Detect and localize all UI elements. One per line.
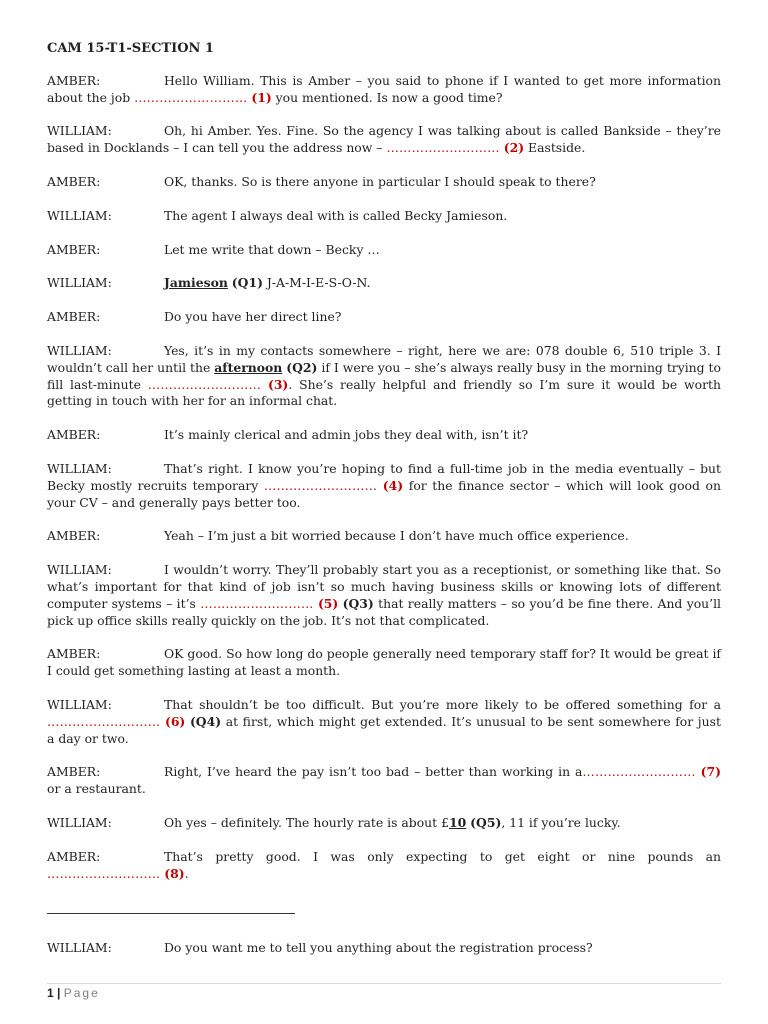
speaker-label: WILLIAM:	[47, 123, 112, 139]
document-title: CAM 15-T1-SECTION 1	[47, 41, 214, 56]
dialogue-turn	[47, 275, 721, 292]
highlighted-answer: afternoon	[214, 359, 283, 375]
dialogue-text: That’s pretty good. I was only expecting to get eight or nine pounds an	[164, 848, 721, 864]
question-number: (5)	[317, 595, 339, 611]
answer-blank: ………………………	[47, 713, 161, 729]
question-number: (2)	[503, 140, 525, 156]
question-number: (8)	[164, 865, 185, 881]
answer-blank: ………………………	[134, 89, 248, 105]
section-separator	[47, 899, 295, 914]
question-number: (6)	[164, 713, 186, 729]
speaker-label: AMBER:	[47, 646, 101, 662]
dialogue-text: Do you have her direct line?	[164, 309, 342, 325]
document-page	[47, 41, 721, 974]
speaker-label: WILLIAM:	[47, 562, 112, 578]
dialogue-text: Do you want me to tell you anything about the registration process?	[164, 940, 593, 956]
question-label: (Q4)	[189, 713, 222, 729]
dialogue-turn	[47, 242, 721, 259]
page-footer	[47, 983, 721, 1002]
dialogue-text: that really matters – so you’d be fine there. And you’ll pick up office skills really quickly on the job. It’s not that complicated.	[47, 595, 722, 628]
dialogue-text: you mentioned. Is now a good time?	[271, 89, 503, 105]
dialogue-text: . She’s really helpful and friendly so I’m sure it would be worth getting in touch with her for an informal chat.	[47, 376, 721, 409]
footer-divider: |	[53, 986, 64, 1000]
dialogue-text: , 11 if you’re lucky.	[501, 814, 621, 830]
speaker-label: WILLIAM:	[47, 460, 112, 476]
dialogue-text: OK good. So how long do people generally need temporary staff for? It would be great if I could get something lasting at least a month.	[47, 646, 721, 679]
dialogue-text: Right, I’ve heard the pay isn’t too bad – better than working in a	[164, 764, 583, 780]
dialogue-text: It’s mainly clerical and admin jobs they deal with, isn’t it?	[164, 427, 529, 443]
dialogue-turn	[47, 528, 721, 545]
dialogue-text: if I were you – she’s always really busy in the morning trying to fill last-minute	[47, 359, 721, 392]
dialogue-text: That shouldn’t be too difficult. But you’re more likely to be offered something for a	[164, 696, 721, 712]
answer-blank: ………………………	[263, 477, 378, 493]
dialogue-turn	[47, 208, 721, 225]
dialogue-turn	[47, 343, 721, 410]
answer-blank: ………………………	[582, 764, 696, 780]
speaker-label: AMBER:	[47, 309, 101, 325]
dialogue-text: Hello William. This is Amber – you said to phone if I wanted to get more information about the job	[47, 72, 721, 105]
question-label: (Q1)	[231, 275, 263, 291]
speaker-label: AMBER:	[47, 528, 101, 544]
speaker-label: WILLIAM:	[47, 814, 112, 830]
answer-blank: ………………………	[147, 376, 262, 392]
dialogue-text: The agent I always deal with is called Becky Jamieson.	[164, 207, 508, 223]
dialogue-turn	[47, 764, 721, 798]
speaker-label: AMBER:	[47, 72, 101, 88]
dialogue-text: That’s right. I know you’re hoping to find a full-time job in the media eventually – but Becky mostly recruits temporary	[47, 460, 721, 493]
question-number: (7)	[700, 764, 721, 780]
speaker-label: AMBER:	[47, 848, 101, 864]
dialogue-text	[261, 377, 268, 392]
dialogue-turn	[47, 309, 721, 326]
dialogue-turn	[47, 815, 721, 832]
dialogue-text: at first, which might get extended. It’s unusual to be sent somewhere for just a day or two.	[47, 713, 721, 746]
dialogue-continuation	[47, 940, 721, 957]
dialogue-text: I wouldn’t worry. They’ll probably start you as a receptionist, or something like that. So what’s important for that kind of job isn’t so much having business skills or knowing lots of different computer systems – it’s	[47, 562, 721, 611]
speaker-label: WILLIAM:	[47, 696, 112, 712]
dialogue-turn	[47, 849, 721, 883]
dialogue-text: Oh yes – definitely. The hourly rate is about £	[164, 814, 449, 830]
question-number: (1)	[251, 89, 272, 105]
dialogue-turn	[47, 697, 721, 747]
question-number: (3)	[267, 376, 289, 392]
answer-blank: ………………………	[47, 865, 161, 881]
dialogue-text: Yeah – I’m just a bit worried because I don’t have much office experience.	[164, 528, 629, 544]
dialogue-text: for the finance sector – which will look good on your CV – and generally pays better too.	[47, 477, 721, 510]
dialogue-turn	[47, 562, 721, 629]
speaker-label: WILLIAM:	[47, 275, 112, 291]
dialogue-text: J-A-M-I-E-S-O-N.	[262, 275, 371, 291]
answer-blank: ………………………	[200, 595, 314, 611]
dialogue-turn	[47, 461, 721, 511]
question-label: (Q3)	[342, 595, 374, 611]
dialogue-text: .	[184, 865, 189, 881]
speaker-label: WILLIAM:	[47, 940, 112, 956]
speaker-label: AMBER:	[47, 173, 101, 189]
speaker-label: AMBER:	[47, 764, 101, 780]
dialogue-text: Eastside.	[524, 140, 586, 156]
dialogue-turn	[47, 940, 721, 957]
dialogue-transcript	[47, 73, 721, 883]
question-number: (4)	[382, 477, 404, 493]
dialogue-text: Yes, it’s in my contacts somewhere – right, here we are: 078 double 6, 510 triple 3. I wouldn’t call her until the	[47, 342, 721, 375]
speaker-label: WILLIAM:	[47, 207, 112, 223]
page-number: 1	[47, 986, 54, 1000]
speaker-label: WILLIAM:	[47, 342, 112, 358]
question-label: (Q2)	[286, 359, 318, 375]
dialogue-turn	[47, 123, 721, 157]
dialogue-text: or a restaurant.	[47, 781, 146, 797]
dialogue-text: OK, thanks. So is there anyone in particular I should speak to there?	[164, 173, 596, 189]
page-label: Page	[63, 986, 100, 1000]
highlighted-answer: Jamieson	[164, 275, 228, 291]
highlighted-answer: 10	[448, 814, 467, 830]
dialogue-turn	[47, 427, 721, 444]
dialogue-turn	[47, 174, 721, 191]
speaker-label: AMBER:	[47, 427, 101, 443]
dialogue-turn	[47, 646, 721, 680]
speaker-label: AMBER:	[47, 241, 101, 257]
answer-blank: ………………………	[386, 140, 500, 156]
dialogue-turn	[47, 73, 721, 107]
dialogue-text: Oh, hi Amber. Yes. Fine. So the agency I was talking about is called Bankside – they’re based in Docklands – I can tell you the address now –	[47, 123, 721, 156]
dialogue-text: Let me write that down – Becky …	[164, 241, 380, 257]
question-label: (Q5)	[470, 814, 502, 830]
